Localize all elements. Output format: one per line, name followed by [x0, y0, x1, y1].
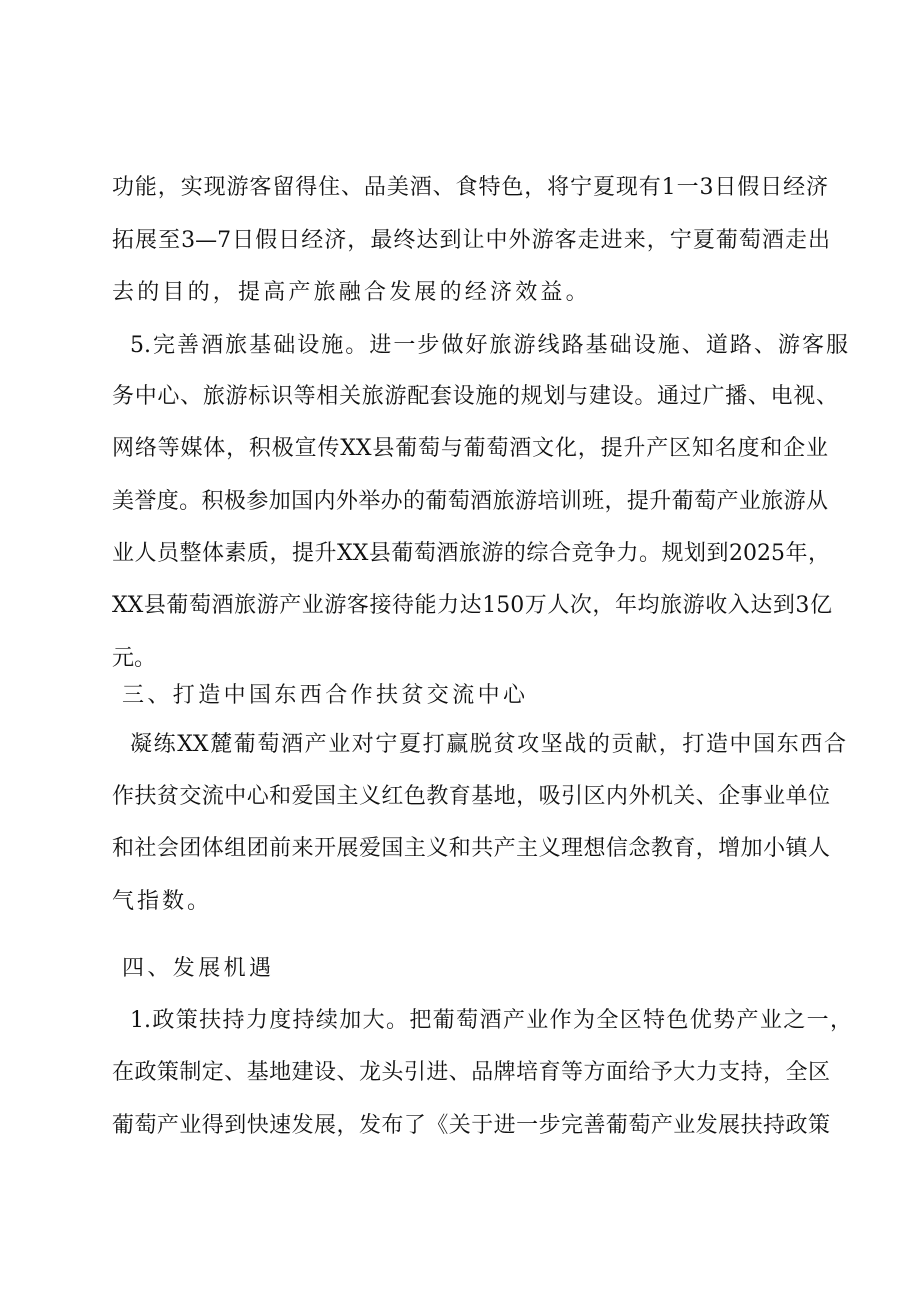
section-heading-3: 三、打造中国东西合作扶贫交流中心: [122, 683, 529, 708]
text-line: 和社会团体组团前来开展爱国主义和共产主义理想信念教育，增加小镇人: [112, 836, 830, 861]
text-line: 务中心、旅游标识等相关旅游配套设施的规划与建设。通过广播、电视、: [112, 384, 838, 409]
text-line: 美誉度。积极参加国内外举办的葡萄酒旅游培训班，提升葡萄产业旅游从: [112, 489, 828, 514]
text-line: 去的目的，提高产旅融合发展的经济效益。: [112, 280, 591, 305]
text-line: 网络等媒体，积极宣传XX县葡萄与葡萄酒文化，提升产区知名度和企业: [112, 436, 828, 461]
text-line: 气指数。: [112, 889, 213, 914]
text-line: 元。: [112, 646, 157, 671]
text-line: 拓展至3—7日假日经济，最终达到让中外游客走进来，宁夏葡萄酒走出: [112, 228, 830, 253]
text-line: 业人员整体素质，提升XX县葡萄酒旅游的综合竞争力。规划到2025年，: [112, 541, 830, 566]
text-line: 在政策制定、基地建设、龙头引进、品牌培育等方面给予大力支持，全区: [112, 1060, 830, 1085]
text-line: 5.完善酒旅基础设施。进一步做好旅游线路基础设施、道路、游客服: [130, 333, 848, 358]
section-heading-4: 四、发展机遇: [122, 956, 275, 981]
text-line: 作扶贫交流中心和爱国主义红色教育基地，吸引区内外机关、企事业单位: [112, 784, 830, 809]
text-line: XX县葡萄酒旅游产业游客接待能力达150万人次，年均旅游收入达到3亿: [112, 593, 832, 618]
text-line: 1.政策扶持力度持续加大。把葡萄酒产业作为全区特色优势产业之一，: [130, 1008, 852, 1033]
text-line: 功能，实现游客留得住、品美酒、食特色，将宁夏现有1一3日假日经济: [112, 175, 828, 200]
text-line: 葡萄产业得到快速发展，发布了《关于进一步完善葡萄产业发展扶持政策: [112, 1113, 830, 1138]
text-line: 凝练XX麓葡萄酒产业对宁夏打赢脱贫攻坚战的贡献，打造中国东西合: [130, 732, 846, 757]
